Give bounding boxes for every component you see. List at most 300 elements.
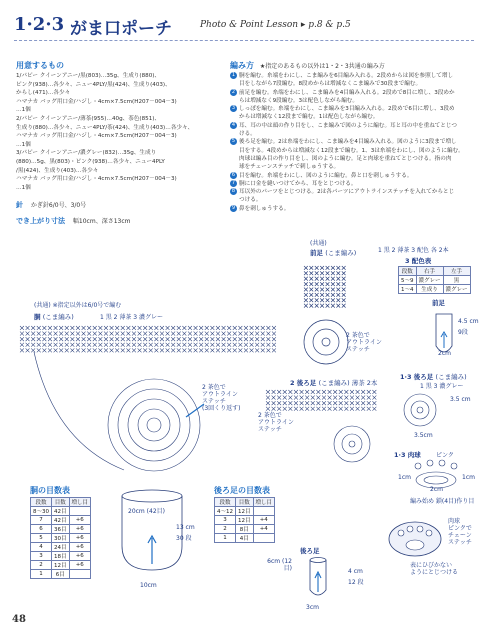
stitch-mark: [315, 282, 319, 286]
stitch-mark: [121, 337, 125, 341]
stitch-mark: [315, 288, 319, 292]
stitch-mark: [59, 332, 63, 336]
stitch-mark: [311, 407, 315, 411]
stitch-mark: [328, 390, 332, 394]
table-row: 8〜30 42目: [31, 507, 91, 516]
page-number: 48: [12, 614, 26, 625]
stitch-mark: [115, 326, 119, 330]
stitch-mark: [331, 293, 335, 297]
stitch-mark: [233, 337, 237, 341]
front-leg-round: [304, 320, 348, 364]
stitch-mark: [87, 337, 91, 341]
table-row: 4 24目 +6: [31, 543, 91, 552]
stitch-mark: [250, 326, 254, 330]
stitch-mark: [266, 407, 270, 411]
stitch-mark: [356, 407, 360, 411]
table-row: 3 12目 +4: [215, 516, 275, 525]
stitch-mark: [143, 326, 147, 330]
stitch-mark: [309, 288, 313, 292]
bag-rows: 30 段: [176, 535, 192, 542]
stitch-mark: [372, 390, 376, 394]
stitch-mark: [110, 326, 114, 330]
stitch-mark: [166, 332, 170, 336]
step-line: からは増減なく12段まで編む。1は配色しながら編む。: [239, 114, 379, 121]
stitch-mark: [37, 326, 41, 330]
stitch-mark: [342, 266, 346, 270]
stitch-mark: [48, 332, 52, 336]
stitch-mark: [272, 326, 276, 330]
stitch-mark: [121, 348, 125, 352]
stitch-mark: [336, 304, 340, 308]
stitch-mark: [138, 332, 142, 336]
stitch-mark: [82, 343, 86, 347]
stitch-mark: [59, 343, 63, 347]
stitch-mark: [222, 343, 226, 347]
stitch-mark: [87, 343, 91, 347]
step-number: 2: [231, 88, 236, 95]
stitch-mark: [110, 332, 114, 336]
stitch-mark: [87, 332, 91, 336]
stitch-mark: [20, 326, 24, 330]
stitch-mark: [42, 343, 46, 347]
stitch-mark: [37, 343, 41, 347]
stitch-mark: [336, 271, 340, 275]
stitch-mark: [20, 343, 24, 347]
stitch-mark: [244, 326, 248, 330]
stitch-mark: [227, 337, 231, 341]
stitch-mark: [132, 348, 136, 352]
bag-width: 10cm: [140, 582, 157, 589]
stitch-mark: [199, 337, 203, 341]
stitch-mark: [182, 326, 186, 330]
stitch-mark: [294, 401, 298, 405]
stitch-mark: [356, 401, 360, 405]
body-colors: 1 黒 2 薄茶 3 濃グレー: [100, 314, 163, 321]
paw-bottom-note: 表にひびかない ようにとじつける: [410, 562, 459, 576]
stitch-mark: [272, 396, 276, 400]
stitch-mark: [166, 337, 170, 341]
stitch-mark: [216, 348, 220, 352]
stitch-mark: [367, 396, 371, 400]
stitch-mark: [266, 396, 270, 400]
body-stitch-table: 段数 目数 増し目 8〜30 42目 7 42目 +6 6 36目 +6 5 30目 +6 4 24目 +6 3 18目 +6 2 12目 +6 1 6目: [30, 497, 91, 579]
stitch-mark: [336, 277, 340, 281]
stitch-mark: [326, 298, 330, 302]
materials-line: ピンク(938)…各少々、ニュー4PLY/黒(424)、生成り(403)、: [16, 81, 171, 88]
stitch-mark: [121, 343, 125, 347]
stitch-mark: [76, 332, 80, 336]
stitch-mark: [82, 326, 86, 330]
stitch-mark: [188, 332, 192, 336]
stitch-mark: [59, 348, 63, 352]
stitch-mark: [171, 332, 175, 336]
stitch-mark: [261, 343, 265, 347]
stitch-mark: [31, 348, 35, 352]
table-row: 5 30目 +6: [31, 534, 91, 543]
stitch-mark: [350, 396, 354, 400]
body-table-title: 胴の目数表: [30, 486, 70, 495]
stitch-mark: [283, 401, 287, 405]
stitch-mark: [205, 348, 209, 352]
materials-list: [16, 72, 231, 192]
stitch-mark: [305, 396, 309, 400]
stitch-mark: [328, 401, 332, 405]
materials-line: 生成り(880)…各少々、ニュー4PLY/茶(424)、生成り(403)…各少々、: [16, 124, 194, 131]
bag-height: 13 cm: [176, 524, 195, 531]
stitch-mark: [104, 326, 108, 330]
stitch-mark: [320, 288, 324, 292]
stitch-mark: [177, 332, 181, 336]
needle-label: 針: [16, 201, 23, 209]
stitch-mark: [216, 337, 220, 341]
stitch-mark: [342, 271, 346, 275]
stitch-mark: [154, 343, 158, 347]
stitch-mark: [272, 348, 276, 352]
stitch-mark: [288, 396, 292, 400]
stitch-mark: [326, 277, 330, 281]
stitch-mark: [328, 396, 332, 400]
stitch-mark: [322, 396, 326, 400]
step-line: 目をしながら7段編む。8段めからは増減なくこま編みで30段まで編む。: [239, 81, 422, 88]
method-header: [230, 60, 385, 71]
stitch-mark: [350, 401, 354, 405]
hind-leg-height: 4 cm: [348, 568, 363, 575]
stitch-mark: [160, 332, 164, 336]
stitch-mark: [20, 348, 24, 352]
stitch-mark: [65, 326, 69, 330]
stitch-mark: [339, 390, 343, 394]
stitch-mark: [115, 343, 119, 347]
stitch-mark: [244, 348, 248, 352]
paw-illustration: [385, 515, 445, 561]
stitch-mark: [300, 390, 304, 394]
stitch-mark: [132, 326, 136, 330]
stitch-mark: [177, 348, 181, 352]
stitch-mark: [311, 401, 315, 405]
front-leg-common-label: (共通): [310, 240, 327, 247]
stitch-mark: [227, 348, 231, 352]
stitch-mark: [277, 396, 281, 400]
stitch-mark: [342, 298, 346, 302]
stitch-mark: [309, 271, 313, 275]
stitch-mark: [342, 282, 346, 286]
stitch-mark: [199, 332, 203, 336]
stitch-mark: [149, 337, 153, 341]
stitch-mark: [331, 277, 335, 281]
step-number: 7: [231, 179, 236, 186]
stitch-mark: [194, 332, 198, 336]
stitch-mark: [65, 343, 69, 347]
hind-leg-shape: [290, 556, 350, 606]
stitch-mark: [304, 266, 308, 270]
method-steps: [230, 72, 478, 213]
stitch-mark: [261, 348, 265, 352]
stitch-mark: [250, 348, 254, 352]
stitch-mark: [304, 293, 308, 297]
stitch-mark: [322, 407, 326, 411]
stitch-mark: [320, 271, 324, 275]
stitch-mark: [336, 266, 340, 270]
stitch-mark: [54, 337, 58, 341]
stitch-mark: [356, 390, 360, 394]
stitch-mark: [177, 343, 181, 347]
stitch-mark: [76, 326, 80, 330]
stitch-mark: [294, 396, 298, 400]
stitch-mark: [339, 396, 343, 400]
header-divider: [14, 40, 474, 41]
stitch-mark: [76, 337, 80, 341]
stitch-mark: [261, 332, 265, 336]
stitch-mark: [326, 304, 330, 308]
stitch-mark: [98, 348, 102, 352]
stitch-mark: [222, 326, 226, 330]
stitch-mark: [138, 348, 142, 352]
stitch-mark: [70, 343, 74, 347]
stitch-mark: [138, 343, 142, 347]
stitch-mark: [104, 332, 108, 336]
stitch-mark: [54, 343, 58, 347]
stitch-mark: [227, 326, 231, 330]
chapter-number: 1·2·3: [14, 14, 65, 35]
stitch-mark: [160, 348, 164, 352]
stitch-mark: [188, 348, 192, 352]
stitch-mark: [154, 332, 158, 336]
stitch-mark: [65, 337, 69, 341]
stitch-mark: [250, 337, 254, 341]
stitch-mark: [210, 326, 214, 330]
stitch-mark: [126, 326, 130, 330]
stitch-mark: [305, 407, 309, 411]
stitch-mark: [305, 390, 309, 394]
stitch-mark: [104, 343, 108, 347]
stitch-mark: [194, 337, 198, 341]
stitch-mark: [82, 332, 86, 336]
step-number: 8: [231, 188, 236, 195]
stitch-mark: [309, 304, 313, 308]
stitch-mark: [126, 348, 130, 352]
stitch-mark: [326, 266, 330, 270]
stitch-mark: [344, 401, 348, 405]
stitch-mark: [149, 348, 153, 352]
step-number: 5: [231, 138, 236, 145]
table-row: 6 36目 +6: [31, 525, 91, 534]
materials-line: (880)…5g、黒(803)・ピンク(938)…各少々、ニュー4PLY: [16, 158, 165, 165]
body-title: 胴 (こま編み): [34, 313, 74, 321]
stitch-mark: [54, 332, 58, 336]
hind-leg-13-colors: 1 黒 3 濃グレー: [420, 383, 464, 390]
front-leg-stitch-note: 2 茶色で アウトライン ステッチ: [346, 332, 382, 353]
stitch-mark: [188, 326, 192, 330]
stitch-mark: [132, 337, 136, 341]
hind-leg-stitch-note: 2 茶色で アウトライン ステッチ: [258, 412, 294, 433]
step-line: 肉球は編み目の作り目をし、図のように編む。足と肉球を重ねてとじつける。指の肉: [239, 155, 452, 162]
stitch-mark: [26, 332, 30, 336]
step-number: 3: [231, 105, 236, 112]
stitch-mark: [361, 407, 365, 411]
stitch-mark: [26, 326, 30, 330]
stitch-mark: [272, 337, 276, 341]
stitch-mark: [304, 271, 308, 275]
table-row: 1 6目: [31, 570, 91, 579]
stitch-mark: [367, 401, 371, 405]
step-line: 球をチェーンステッチで刺しゅうする。: [239, 164, 340, 171]
materials-line: …1個: [16, 107, 31, 114]
stitch-mark: [143, 348, 147, 352]
stitch-mark: [277, 390, 281, 394]
stitch-mark: [26, 343, 30, 347]
hind-leg-title: 2 後ろ足 (こま編み) 薄茶 2本: [290, 379, 378, 387]
stitch-mark: [309, 277, 313, 281]
stitch-mark: [76, 343, 80, 347]
stitch-mark: [110, 337, 114, 341]
stitch-mark: [154, 337, 158, 341]
bag-top-size: 20cm (42目): [128, 508, 166, 515]
stitch-mark: [70, 326, 74, 330]
stitch-mark: [304, 277, 308, 281]
stitch-mark: [182, 337, 186, 341]
stitch-mark: [266, 337, 270, 341]
stitch-mark: [194, 326, 198, 330]
needle-value: かぎ針6/0号、3/0号: [30, 202, 87, 209]
materials-line: ハマナカ バッグ用口金/ハジし・4cm×7.5cm(H207－004－3): [16, 133, 177, 140]
stitch-mark: [238, 348, 242, 352]
stitch-mark: [199, 348, 203, 352]
materials-line: 2/パピー クイーンアニー/薄茶(955)…40g、茶色(851)、: [16, 115, 161, 122]
stitch-mark: [143, 343, 147, 347]
stitch-mark: [283, 407, 287, 411]
stitch-mark: [98, 343, 102, 347]
step-line: 2 前足を編む。糸端をわにし、こま編みを4目編み入れる。2段めで8目に増し、3段めか: [231, 88, 455, 96]
stitch-mark: [26, 337, 30, 341]
stitch-mark: [233, 332, 237, 336]
materials-line: 1/パピー クイーンアニー/黒(803)…35g、生成り(880)、: [16, 73, 161, 79]
stitch-mark: [98, 332, 102, 336]
stitch-mark: [288, 401, 292, 405]
stitch-mark: [98, 337, 102, 341]
stitch-mark: [272, 407, 276, 411]
stitch-mark: [238, 343, 242, 347]
hind-table-title: 後ろ足の目数表: [214, 486, 270, 495]
stitch-mark: [37, 348, 41, 352]
stitch-mark: [367, 390, 371, 394]
method-heading: 編み方: [230, 61, 254, 70]
stitch-mark: [42, 332, 46, 336]
stitch-mark: [171, 348, 175, 352]
front-leg-title: 前足 (こま編み): [310, 249, 357, 257]
stitch-mark: [283, 390, 287, 394]
stitch-mark: [210, 348, 214, 352]
stitch-mark: [372, 396, 376, 400]
stitch-mark: [255, 337, 259, 341]
stitch-mark: [266, 343, 270, 347]
stitch-mark: [104, 348, 108, 352]
stitch-mark: [304, 282, 308, 286]
stitch-mark: [82, 348, 86, 352]
stitch-mark: [336, 298, 340, 302]
stitch-mark: [115, 337, 119, 341]
lesson-reference: Photo & Point Lesson ▸ p.8 & p.5: [200, 20, 351, 30]
stitch-mark: [344, 396, 348, 400]
front-leg-chart: [290, 262, 370, 372]
stitch-mark: [305, 401, 309, 405]
stitch-mark: [177, 326, 181, 330]
stitch-mark: [93, 343, 97, 347]
stitch-mark: [48, 343, 52, 347]
stitch-mark: [126, 332, 130, 336]
stitch-mark: [160, 326, 164, 330]
stitch-mark: [350, 390, 354, 394]
stitch-mark: [316, 401, 320, 405]
stitch-mark: [110, 348, 114, 352]
stitch-mark: [250, 332, 254, 336]
paw-dim-1: 1cm: [398, 474, 411, 481]
stitch-mark: [177, 337, 181, 341]
hind-leg-shape-title: 後ろ足: [300, 547, 320, 555]
paw-dim-3: 1cm: [462, 474, 475, 481]
stitch-mark: [361, 396, 365, 400]
stitch-mark: [93, 332, 97, 336]
stitch-mark: [316, 396, 320, 400]
materials-line: …1個: [16, 184, 31, 191]
stitch-mark: [233, 343, 237, 347]
size-value: 幅10cm、深さ13cm: [72, 218, 131, 225]
table-row: 1 4目: [215, 534, 275, 543]
stitch-mark: [294, 407, 298, 411]
materials-line: ハマナカ バッグ用口金/ハジし・4cm×7.5cm(H207－004－3): [16, 176, 177, 183]
stitch-mark: [138, 326, 142, 330]
table-row: 2 12目 +6: [31, 561, 91, 570]
stitch-mark: [154, 348, 158, 352]
stitch-mark: [171, 326, 175, 330]
stitch-mark: [222, 348, 226, 352]
stitch-mark: [216, 343, 220, 347]
stitch-mark: [339, 401, 343, 405]
hind-leg-13-title: 1·3 後ろ足 (こま編み): [400, 373, 467, 381]
stitch-mark: [339, 407, 343, 411]
stitch-mark: [115, 348, 119, 352]
stitch-mark: [227, 332, 231, 336]
stitch-mark: [42, 348, 46, 352]
step-number: 9: [231, 204, 236, 211]
stitch-mark: [326, 271, 330, 275]
stitch-mark: [342, 304, 346, 308]
stitch-mark: [244, 337, 248, 341]
stitch-mark: [315, 271, 319, 275]
stitch-mark: [182, 332, 186, 336]
stitch-mark: [333, 407, 337, 411]
stitch-mark: [70, 337, 74, 341]
stitch-mark: [336, 282, 340, 286]
stitch-mark: [277, 407, 281, 411]
stitch-mark: [331, 298, 335, 302]
step-line: 8 耳以外のパーツをとじつける。2は各パーツにアウトラインステッチを入れてからとじ: [231, 188, 455, 196]
stitch-mark: [31, 343, 35, 347]
stitch-mark: [309, 293, 313, 297]
stitch-mark: [110, 343, 114, 347]
stitch-mark: [37, 337, 41, 341]
stitch-mark: [272, 390, 276, 394]
stitch-mark: [199, 343, 203, 347]
stitch-mark: [272, 401, 276, 405]
stitch-mark: [48, 337, 52, 341]
stitch-mark: [182, 343, 186, 347]
step-line: 3 しっぽを編む。糸端をわにし、こま編みを3目編み入れる。2段めで6目に増し、3段め: [231, 105, 455, 113]
stitch-mark: [244, 343, 248, 347]
stitch-mark: [372, 407, 376, 411]
stitch-mark: [205, 337, 209, 341]
materials-heading: 用意するもの: [16, 61, 64, 70]
stitch-mark: [315, 293, 319, 297]
